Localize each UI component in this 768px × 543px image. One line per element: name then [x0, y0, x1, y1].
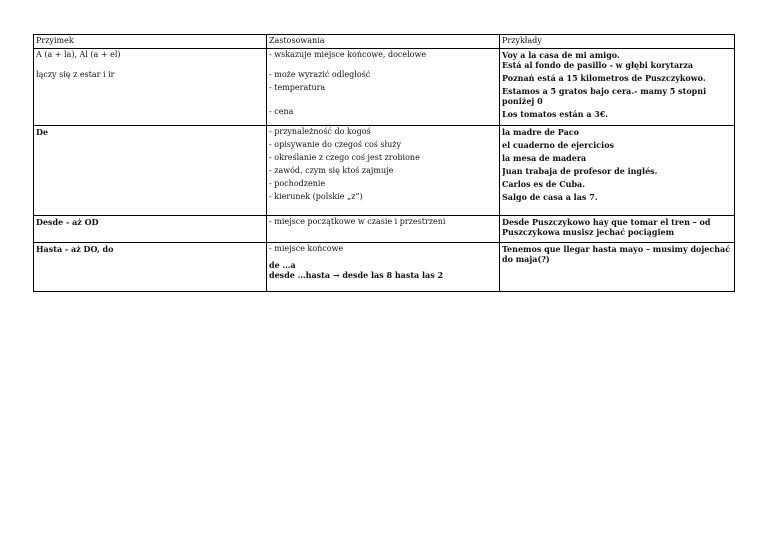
preposition-text: De: [36, 127, 49, 137]
example-item: Carlos es de Cuba.: [502, 179, 586, 189]
use-item: - kierunek (polskie „z”): [269, 192, 363, 201]
use-item: - przynależność do kogoś: [269, 127, 371, 136]
use-item: - wskazuje miejsce końcowe, docelowe: [269, 50, 427, 59]
use-item: desde …hasta → desde las 8 hasta las 2: [269, 270, 444, 280]
table-row: [34, 126, 735, 216]
uses-cell: [267, 243, 500, 292]
example-item: Juan trabaja de profesor de inglés.: [502, 166, 658, 176]
use-item: - miejsce końcowe: [269, 244, 344, 253]
table-row: [34, 243, 735, 292]
example-item: la mesa de madera: [502, 153, 587, 163]
example-item: el cuaderno de ejercicios: [502, 140, 615, 150]
preposition-text: Hasta - aż DO, do: [36, 244, 114, 254]
preposition-cell: [34, 126, 267, 216]
uses-cell: [267, 216, 500, 243]
use-item: - zawód, czym się ktoś zajmuje: [269, 166, 394, 175]
uses-cell: [267, 126, 500, 216]
uses-cell: [267, 49, 500, 126]
example-item: la madre de Paco: [502, 127, 579, 137]
preposition-cell: [34, 49, 267, 126]
header-examples: Przykłady: [500, 35, 735, 49]
example-item: Salgo de casa a las 7.: [502, 192, 598, 202]
examples-cell: [500, 216, 735, 243]
use-item: - opisywanie do czegoś coś służy: [269, 140, 401, 149]
example-item: Está al fondo de pasillo - w głębi korytarza: [502, 60, 694, 70]
use-item: - określanie z czego coś jest zrobione: [269, 153, 420, 162]
example-item: Estamos a 5 gratos bajo cera.- mamy 5 stopni poniżej 0: [502, 86, 707, 106]
use-item: - miejsce początkowe w czasie i przestrzeni: [269, 217, 446, 226]
header-preposition: Przyimek: [34, 35, 267, 49]
example-item: Tenemos que llegar hasta mayo – musimy dojechać do maja(?): [502, 244, 731, 264]
preposition-text: Desde - aż OD: [36, 217, 99, 227]
prepositions-table: [33, 34, 735, 292]
use-item: - pochodzenie: [269, 179, 326, 188]
preposition-cell: [34, 243, 267, 292]
use-item: - temperatura: [269, 83, 326, 92]
table-row: [34, 49, 735, 126]
header-uses: Zastosowania: [267, 35, 500, 49]
use-item: - cena: [269, 107, 294, 116]
example-item: Los tomatos están a 3€.: [502, 109, 609, 119]
examples-cell: [500, 49, 735, 126]
examples-cell: [500, 126, 735, 216]
use-item: - może wyrazić odległość: [269, 70, 371, 79]
example-item: Poznań está a 15 kilometros de Puszczykowo.: [502, 73, 706, 83]
table-row: [34, 216, 735, 243]
example-item: Voy a la casa de mi amigo.: [502, 50, 620, 60]
preposition-cell: [34, 216, 267, 243]
preposition-text: A (a + la), Al (a + el): [36, 50, 121, 59]
example-item: Desde Puszczykowo hay que tomar el tren – od Puszczykowa musisz jechać pociągiem: [502, 217, 711, 237]
preposition-note: łączy się z estar i ir: [36, 70, 115, 79]
examples-cell: [500, 243, 735, 292]
table-header-row: [34, 35, 735, 49]
use-item: de …a: [269, 260, 296, 270]
